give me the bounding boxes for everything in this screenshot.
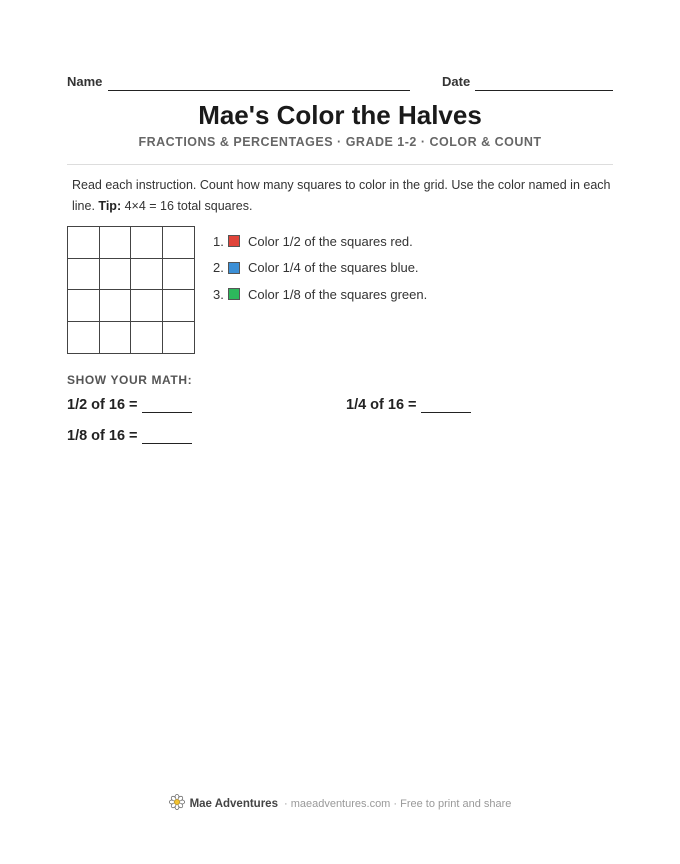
grid-cell[interactable] bbox=[68, 259, 100, 291]
grid-cell[interactable] bbox=[163, 322, 195, 354]
answer-blank[interactable] bbox=[421, 400, 471, 413]
grid-cell[interactable] bbox=[100, 290, 132, 322]
date-label: Date bbox=[442, 74, 471, 89]
name-date-row bbox=[67, 74, 613, 94]
page-title: Mae's Color the Halves bbox=[198, 100, 482, 130]
grid-cell[interactable] bbox=[100, 259, 132, 291]
step-number: 2. bbox=[213, 260, 224, 276]
daisy-icon bbox=[169, 794, 185, 813]
instruction-steps bbox=[213, 228, 427, 308]
footer-text: · maeadventures.com · Free to print and share bbox=[283, 797, 512, 810]
step-number: 1. bbox=[213, 233, 224, 249]
tip-text: 4×4 = 16 total squares. bbox=[124, 199, 253, 213]
equation-quarter bbox=[346, 397, 471, 413]
equation-text: 1/8 of 16 = bbox=[67, 428, 138, 444]
step-item bbox=[213, 255, 427, 282]
grid-cell[interactable] bbox=[163, 259, 195, 291]
footer bbox=[67, 794, 613, 813]
coloring-grid bbox=[67, 226, 195, 354]
tip-label: Tip: bbox=[98, 199, 122, 213]
equation-text: 1/4 of 16 = bbox=[346, 397, 417, 413]
step-text: Color 1/8 of the squares green. bbox=[248, 286, 428, 302]
instructions-text: Read each instruction. Count how many squares to color in the grid. Use the color named in each line. bbox=[72, 178, 611, 213]
answer-blank[interactable] bbox=[142, 431, 192, 444]
step-item bbox=[213, 281, 427, 308]
grid-cell[interactable] bbox=[100, 322, 132, 354]
name-label: Name bbox=[67, 74, 103, 89]
date-line[interactable] bbox=[475, 90, 613, 91]
math-heading: SHOW YOUR MATH: bbox=[67, 373, 193, 387]
grid-cell[interactable] bbox=[68, 322, 100, 354]
color-swatch-green bbox=[228, 288, 240, 300]
grid-cell[interactable] bbox=[100, 227, 132, 259]
step-text: Color 1/4 of the squares blue. bbox=[248, 260, 419, 276]
equation-half bbox=[67, 397, 192, 413]
grid-cell[interactable] bbox=[163, 227, 195, 259]
worksheet-page bbox=[67, 0, 613, 864]
name-line[interactable] bbox=[108, 90, 410, 91]
step-item bbox=[213, 228, 427, 255]
instructions bbox=[72, 175, 613, 217]
answer-blank[interactable] bbox=[142, 400, 192, 413]
grid-cell[interactable] bbox=[163, 290, 195, 322]
equation-text: 1/2 of 16 = bbox=[67, 397, 138, 413]
divider bbox=[67, 164, 613, 165]
grid-cell[interactable] bbox=[131, 290, 163, 322]
color-swatch-red bbox=[228, 235, 240, 247]
grid-cell[interactable] bbox=[131, 322, 163, 354]
grid-cell[interactable] bbox=[68, 290, 100, 322]
step-number: 3. bbox=[213, 286, 224, 302]
page-subtitle: FRACTIONS & PERCENTAGES · GRADE 1-2 · COLOR & COUNT bbox=[138, 135, 542, 149]
grid-cell[interactable] bbox=[68, 227, 100, 259]
equation-eighth bbox=[67, 428, 192, 444]
grid-cell[interactable] bbox=[131, 259, 163, 291]
grid-cell[interactable] bbox=[131, 227, 163, 259]
brand-name: Mae Adventures bbox=[189, 797, 278, 810]
color-swatch-blue bbox=[228, 262, 240, 274]
step-text: Color 1/2 of the squares red. bbox=[248, 233, 413, 249]
